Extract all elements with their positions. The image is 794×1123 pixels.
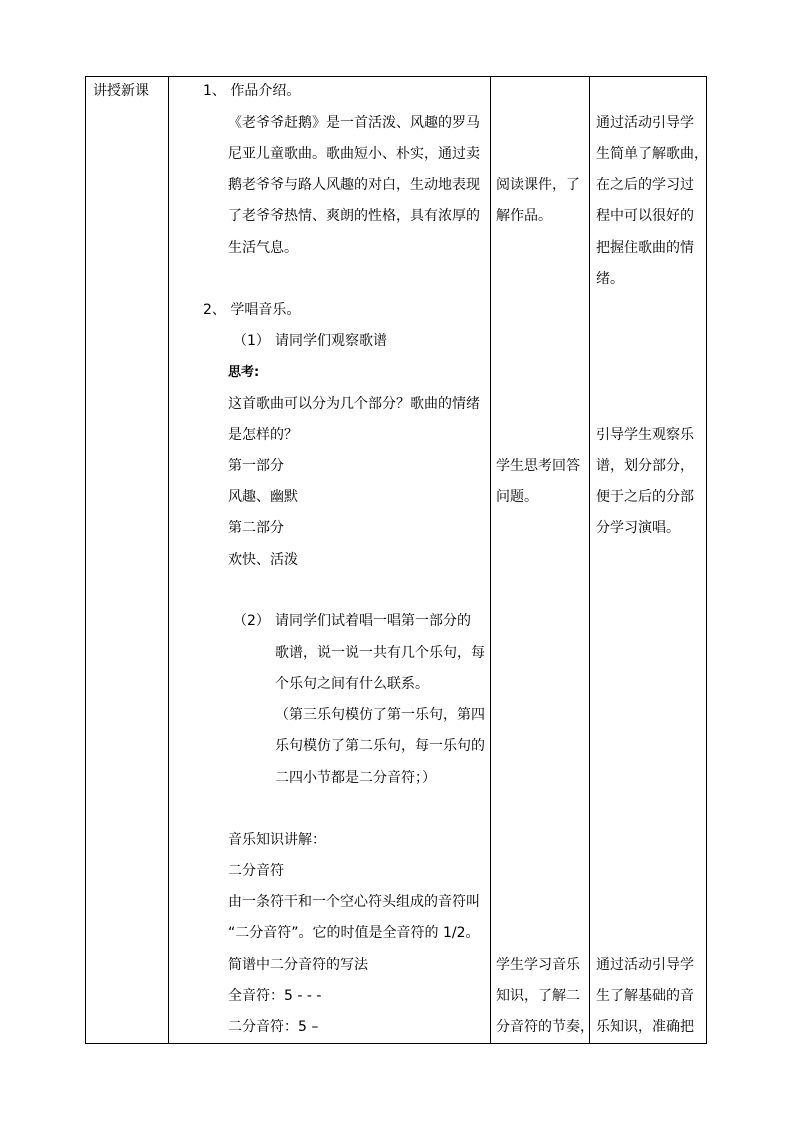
question-line: 是怎样的？ [228, 427, 298, 443]
item1-paragraph-line: 鹅老爷爷与路人风趣的对白，生动地表现 [228, 177, 480, 193]
intent-line: 程中可以很好的 [596, 208, 694, 224]
intent-line: 乐知识，准确把 [596, 1019, 694, 1035]
column-divider-2 [490, 77, 491, 1043]
sub1-text: 请同学们观察歌谱 [275, 333, 387, 349]
section-label: 讲授新课 [93, 83, 149, 99]
student-activity-line: 解作品。 [496, 208, 552, 224]
student-activity-line: 分音符的节奏， [496, 1019, 594, 1035]
knowledge-line: 简谱中二分音符的写法 [228, 957, 368, 973]
part-line: 第二部分 [228, 520, 284, 536]
column-divider-1 [168, 77, 169, 1043]
sub2-line: 请同学们试着唱一唱第一部分的 [275, 613, 471, 629]
knowledge-line: 二分音符：5 – [228, 1019, 319, 1035]
intent-line: 通过活动引导学 [596, 115, 694, 131]
intent-line: 分学习演唱。 [596, 520, 680, 536]
intent-line: 便于之后的分部 [596, 489, 694, 505]
sub1-number: （1） [233, 333, 270, 349]
knowledge-line: 全音符：5 - - - [228, 988, 322, 1004]
intent-line: 谱，划分部分， [596, 458, 694, 474]
think-label: 思考: [228, 365, 260, 380]
student-activity-line: 问题。 [496, 489, 538, 505]
intent-line: 绪。 [596, 271, 624, 287]
part-line: 欢快、活泼 [228, 552, 298, 568]
knowledge-line: “二分音符”。它的时值是全音符的 1/2。 [228, 925, 480, 941]
item1-paragraph-line: 了老爷爷热情、爽朗的性格，具有浓厚的 [228, 208, 480, 224]
part-line: 第一部分 [228, 458, 284, 474]
column-divider-3 [589, 77, 590, 1043]
intent-line: 在之后的学习过 [596, 177, 694, 193]
intent-line: 生简单了解歌曲， [596, 146, 708, 162]
student-activity-line: 知识，了解二 [496, 988, 580, 1004]
sub2-answer-line: 乐句模仿了第二乐句，每一乐句的 [275, 738, 485, 754]
intent-line: 通过活动引导学 [596, 957, 694, 973]
student-activity-line: 阅读课件，了 [496, 177, 580, 193]
knowledge-line: 由一条符干和一个空心符头组成的音符叫 [228, 894, 480, 910]
part-line: 风趣、幽默 [228, 489, 298, 505]
intent-line: 生了解基础的音 [596, 988, 694, 1004]
student-activity-line: 学生思考回答 [496, 458, 580, 474]
item1-title: 1、 作品介绍。 [203, 83, 301, 99]
question-line: 这首歌曲可以分为几个部分？歌曲的情绪 [228, 396, 480, 412]
knowledge-line: 二分音符 [228, 863, 284, 879]
item1-paragraph-line: 《老爷爷赶鹅》是一首活泼、风趣的罗马 [228, 115, 480, 131]
sub2-answer-line: （第三乐句模仿了第一乐句，第四 [275, 707, 485, 723]
sub2-line: 歌谱，说一说一共有几个乐句，每 [275, 645, 485, 661]
sub2-number: （2） [233, 613, 270, 629]
item2-title: 2、 学唱音乐。 [203, 302, 301, 318]
item1-paragraph-line: 尼亚儿童歌曲。歌曲短小、朴实，通过卖 [228, 146, 480, 162]
knowledge-title: 音乐知识讲解： [228, 832, 326, 848]
sub2-answer-line: 二四小节都是二分音符；） [275, 770, 436, 786]
item1-paragraph-line: 生活气息。 [228, 240, 298, 256]
student-activity-line: 学生学习音乐 [496, 957, 580, 973]
intent-line: 把握住歌曲的情 [596, 240, 694, 256]
sub2-line: 个乐句之间有什么联系。 [275, 676, 429, 692]
intent-line: 引导学生观察乐 [596, 427, 694, 443]
